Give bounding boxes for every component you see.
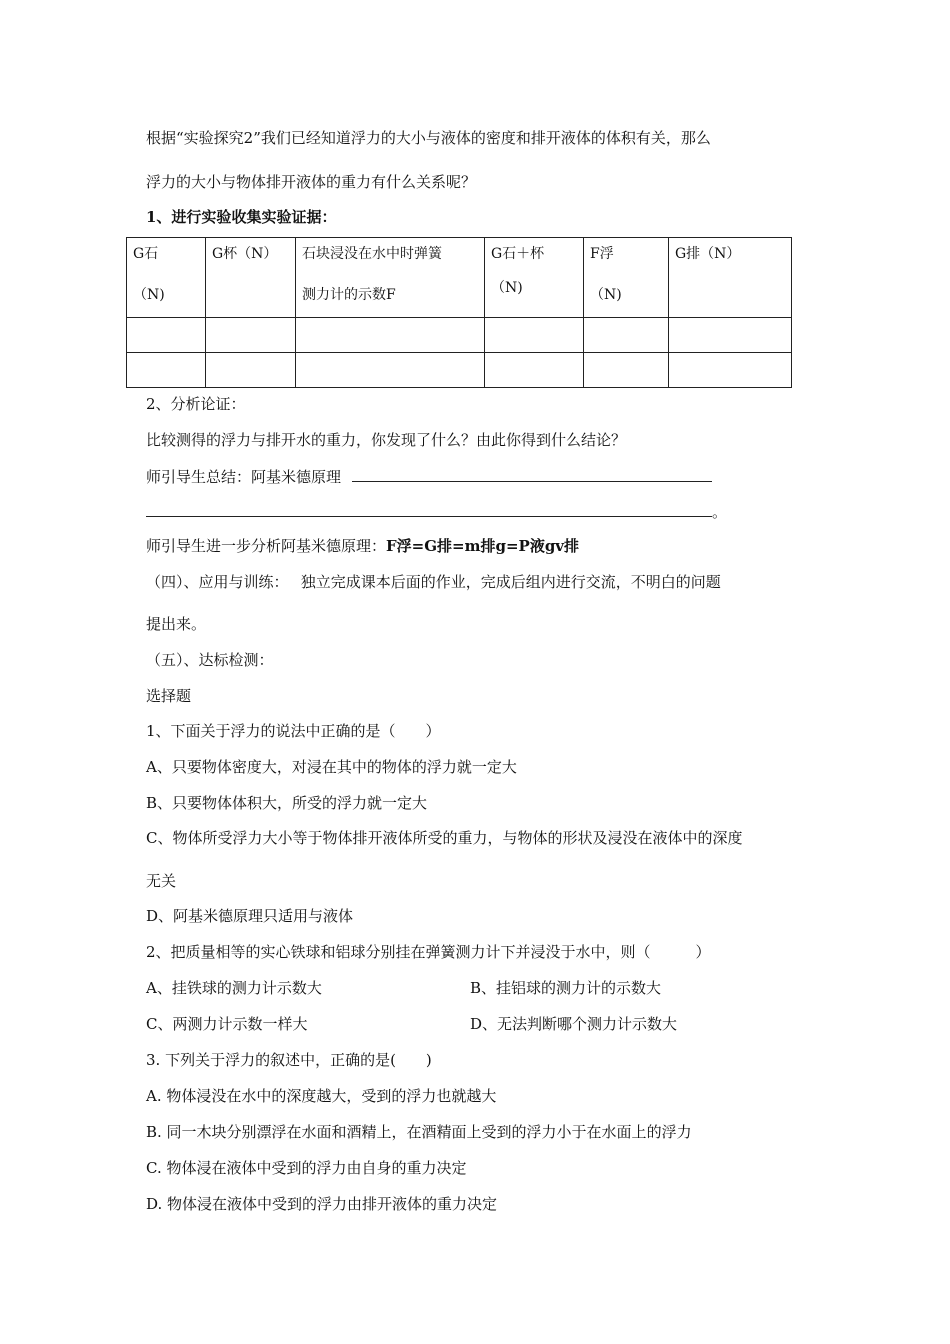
section5-heading: （五）、达标检测： xyxy=(146,651,274,669)
question-type: 选择题 xyxy=(146,687,192,705)
q1-stem: 1、下面关于浮力的说法中正确的是（ ） xyxy=(146,722,441,740)
header-g-cup: G杯（N） xyxy=(206,238,296,318)
q3-option-d: D. 物体浸在液体中受到的浮力由排开液体的重力决定 xyxy=(146,1195,498,1213)
answer-blank[interactable] xyxy=(146,500,712,517)
q3-option-c: C. 物体浸在液体中受到的浮力由自身的重力决定 xyxy=(146,1159,467,1177)
intro-line-2: 浮力的大小与物体排开液体的重力有什么关系呢？ xyxy=(146,173,477,191)
section1-heading: 1、进行实验收集实验证据： xyxy=(146,208,337,226)
table-cell[interactable] xyxy=(485,318,584,353)
table-cell[interactable] xyxy=(127,353,206,388)
q1-option-d: D、阿基米德原理只适用与液体 xyxy=(146,907,354,925)
q1-option-a: A、只要物体密度大，对浸在其中的物体的浮力就一定大 xyxy=(146,758,517,776)
period: 。 xyxy=(712,503,728,521)
table-row xyxy=(127,353,792,388)
summary-line-2 xyxy=(146,500,727,522)
section4-line-1: （四）、应用与训练： 独立完成课本后面的作业，完成后组内进行交流，不明白的问题 xyxy=(146,573,721,591)
q2-stem: 2、把质量相等的实心铁球和铝球分别挂在弹簧测力计下并浸没于水中，则（ ） xyxy=(146,943,711,961)
table-cell[interactable] xyxy=(296,318,485,353)
further-analysis xyxy=(146,536,579,556)
section2-question: 比较测得的浮力与排开水的重力，你发现了什么？由此你得到什么结论？ xyxy=(146,431,627,449)
header-g-displaced: G排（N） xyxy=(669,238,792,318)
table-cell[interactable] xyxy=(669,353,792,388)
q1-option-c: C、物体所受浮力大小等于物体排开液体所受的重力，与物体的形状及浸没在液体中的深度 xyxy=(146,829,743,847)
table-cell[interactable] xyxy=(206,353,296,388)
q2-option-c: C、两测力计示数一样大 xyxy=(146,1015,308,1033)
q2-option-b: B、挂铝球的测力计的示数大 xyxy=(470,979,662,997)
table-cell[interactable] xyxy=(669,318,792,353)
q2-option-d: D、无法判断哪个测力计示数大 xyxy=(470,1015,678,1033)
further-label: 师引导生进一步分析阿基米德原理： xyxy=(146,537,387,555)
table-cell[interactable] xyxy=(584,353,669,388)
q3-option-a: A. 物体浸没在水中的深度越大，受到的浮力也就越大 xyxy=(146,1087,497,1105)
summary-line xyxy=(146,465,712,487)
table-cell[interactable] xyxy=(584,318,669,353)
table-row xyxy=(127,318,792,353)
header-f-buoyant: F浮 （N) xyxy=(584,238,669,318)
q1-option-b: B、只要物体体积大，所受的浮力就一定大 xyxy=(146,794,428,812)
q3-option-b: B. 同一木块分别漂浮在水面和酒精上，在酒精面上受到的浮力小于在水面上的浮力 xyxy=(146,1123,692,1141)
summary-label: 师引导生总结：阿基米德原理 xyxy=(146,468,342,486)
header-spring-reading: 石块浸没在水中时弹簧 测力计的示数F xyxy=(296,238,485,318)
intro-line-1: 根据“实验探究2”我们已经知道浮力的大小与液体的密度和排开液体的体积有关，那么 xyxy=(146,129,711,147)
q1-option-c-cont: 无关 xyxy=(146,872,177,890)
q2-option-a: A、挂铁球的测力计示数大 xyxy=(146,979,322,997)
table-cell[interactable] xyxy=(127,318,206,353)
section4-line-2: 提出来。 xyxy=(146,615,207,633)
table-cell[interactable] xyxy=(485,353,584,388)
header-g-stone: G石 （N) xyxy=(127,238,206,318)
table-cell[interactable] xyxy=(296,353,485,388)
experiment-table xyxy=(126,237,792,388)
header-g-stone-cup: G石＋杯 （N) xyxy=(485,238,584,318)
q3-stem: 3. 下列关于浮力的叙述中，正确的是( ) xyxy=(146,1051,432,1069)
table-header-row xyxy=(127,238,792,318)
table-cell[interactable] xyxy=(206,318,296,353)
archimedes-formula: F浮=G排=m排g=P液gv排 xyxy=(386,537,580,555)
answer-blank[interactable] xyxy=(352,465,712,482)
section2-heading: 2、分析论证： xyxy=(146,395,246,413)
